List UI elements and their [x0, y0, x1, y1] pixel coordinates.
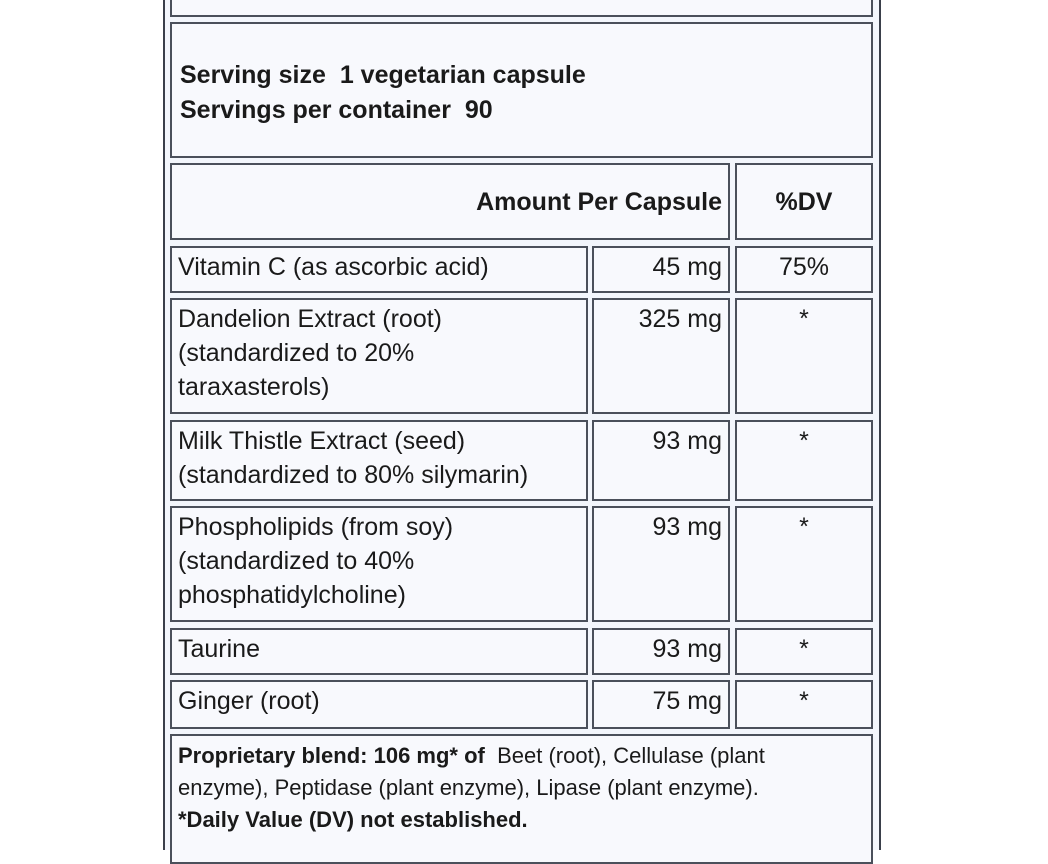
dv-note: *Daily Value (DV) not established. — [178, 807, 528, 832]
ingredient-amount: 75 mg — [592, 680, 730, 729]
top-cell — [170, 0, 873, 17]
serving-size: Serving size 1 vegetarian capsule — [180, 61, 586, 89]
ingredient-name: Vitamin C (as ascorbic acid) — [170, 246, 588, 293]
ingredient-amount: 93 mg — [592, 420, 730, 501]
blend-label: Proprietary blend: 106 mg* of — [178, 743, 485, 768]
ingredient-dv: 75% — [735, 246, 873, 293]
ingredient-amount: 325 mg — [592, 298, 730, 414]
ingredient-amount: 93 mg — [592, 628, 730, 675]
blend-line-2: enzyme), Peptidase (plant enzyme), Lipase (plant enzyme). — [178, 775, 759, 800]
amount-per-capsule-header: Amount Per Capsule — [170, 163, 730, 240]
servings-per-container: Servings per container 90 — [180, 96, 493, 124]
serving-info — [170, 22, 873, 158]
ingredient-amount: 93 mg — [592, 506, 730, 622]
ingredient-name: Taurine — [170, 628, 588, 675]
ingredient-dv: * — [735, 506, 873, 622]
proprietary-blend-note — [170, 734, 873, 864]
ingredient-name: Ginger (root) — [170, 680, 588, 729]
ingredient-dv: * — [735, 680, 873, 729]
daily-value-header: %DV — [735, 163, 873, 240]
ingredient-name: Milk Thistle Extract (seed) (standardized to 80% silymarin) — [170, 420, 588, 501]
ingredient-dv: * — [735, 420, 873, 501]
ingredient-amount: 45 mg — [592, 246, 730, 293]
ingredient-name: Dandelion Extract (root) (standardized to 20% taraxasterols) — [170, 298, 588, 414]
ingredient-dv: * — [735, 298, 873, 414]
blend-line-1: Beet (root), Cellulase (plant — [497, 743, 765, 768]
ingredient-dv: * — [735, 628, 873, 675]
ingredient-name: Phospholipids (from soy) (standardized to 40% phosphatidylcholine) — [170, 506, 588, 622]
